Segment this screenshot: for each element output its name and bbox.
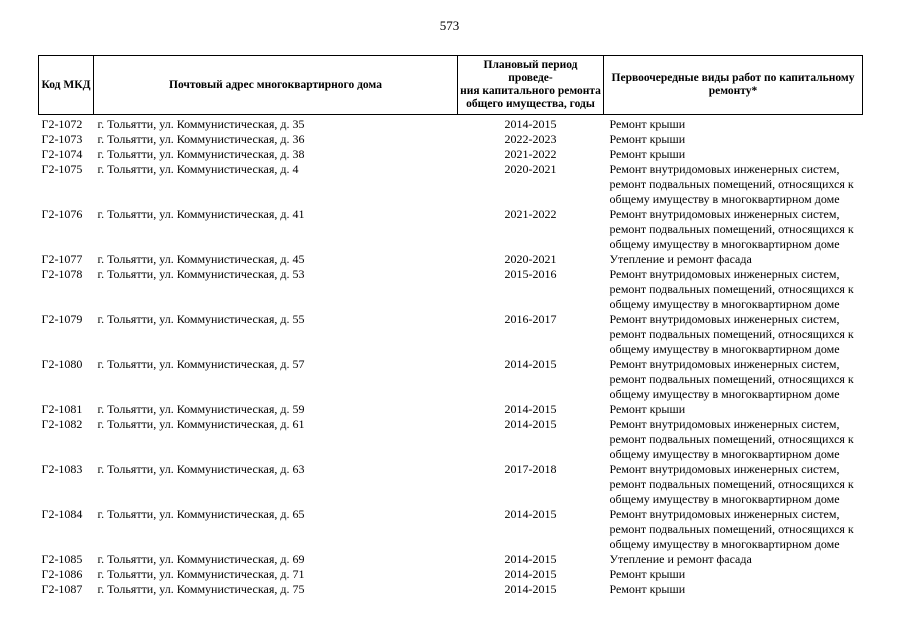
priority-works-cell: Ремонт внутридомовых инженерных систем, ремонт подвальных помещений, относящихся к общему имуществу в многоквартирном доме — [609, 462, 854, 506]
planned-period-cell: 2014-2015 — [504, 417, 557, 431]
mkd-code-cell: Г2-1081 — [41, 402, 83, 416]
priority-works-cell: Ремонт внутридомовых инженерных систем, ремонт подвальных помещений, относящихся к общему имуществу в многоквартирном доме — [609, 357, 854, 401]
table-row — [39, 582, 863, 597]
planned-period-cell: 2014-2015 — [504, 582, 557, 596]
planned-period-cell: 2020-2021 — [504, 162, 557, 176]
priority-works-cell: Утепление и ремонт фасада — [609, 252, 752, 266]
planned-period-cell: 2021-2022 — [504, 147, 557, 161]
column-header-postal-address: Почтовый адрес многоквартирного дома — [94, 56, 458, 115]
postal-address-cell: г. Тольятти, ул. Коммунистическая, д. 55 — [97, 312, 305, 326]
priority-works-cell: Ремонт крыши — [609, 402, 686, 416]
mkd-code-cell: Г2-1085 — [41, 552, 83, 566]
postal-address-cell: г. Тольятти, ул. Коммунистическая, д. 36 — [97, 132, 305, 146]
mkd-code-cell: Г2-1073 — [41, 132, 83, 146]
page-number: 573 — [439, 18, 460, 33]
table-row — [39, 115, 863, 133]
postal-address-cell: г. Тольятти, ул. Коммунистическая, д. 63 — [97, 462, 305, 476]
planned-period-cell: 2014-2015 — [504, 567, 557, 581]
priority-works-cell: Ремонт внутридомовых инженерных систем, ремонт подвальных помещений, относящихся к общему имуществу в многоквартирном доме — [609, 507, 854, 551]
table-row — [39, 567, 863, 582]
priority-works-cell: Ремонт внутридомовых инженерных систем, ремонт подвальных помещений, относящихся к общему имуществу в многоквартирном доме — [609, 207, 854, 251]
postal-address-cell: г. Тольятти, ул. Коммунистическая, д. 69 — [97, 552, 305, 566]
mkd-code-cell: Г2-1075 — [41, 162, 83, 176]
planned-period-cell: 2016-2017 — [504, 312, 557, 326]
mkd-code-cell: Г2-1076 — [41, 207, 83, 221]
planned-period-cell: 2015-2016 — [504, 267, 557, 281]
priority-works-cell: Ремонт внутридомовых инженерных систем, ремонт подвальных помещений, относящихся к общему имуществу в многоквартирном доме — [609, 267, 854, 311]
table-row — [39, 267, 863, 312]
table-row — [39, 207, 863, 252]
planned-period-cell: 2014-2015 — [504, 402, 557, 416]
capital-repair-table — [38, 55, 863, 597]
priority-works-cell: Ремонт крыши — [609, 567, 686, 581]
column-header-mkd-code: Код МКД — [39, 56, 94, 115]
mkd-code-cell: Г2-1084 — [41, 507, 83, 521]
postal-address-cell: г. Тольятти, ул. Коммунистическая, д. 57 — [97, 357, 305, 371]
postal-address-cell: г. Тольятти, ул. Коммунистическая, д. 59 — [97, 402, 305, 416]
table-row — [39, 507, 863, 552]
priority-works-cell: Ремонт внутридомовых инженерных систем, ремонт подвальных помещений, относящихся к общему имуществу в многоквартирном доме — [609, 417, 854, 461]
priority-works-cell: Ремонт крыши — [609, 117, 686, 131]
mkd-code-cell: Г2-1082 — [41, 417, 83, 431]
priority-works-cell: Ремонт внутридомовых инженерных систем, ремонт подвальных помещений, относящихся к общему имуществу в многоквартирном доме — [609, 312, 854, 356]
postal-address-cell: г. Тольятти, ул. Коммунистическая, д. 38 — [97, 147, 305, 161]
mkd-code-cell: Г2-1079 — [41, 312, 83, 326]
column-header-priority-works: Первоочередные виды работ по капитальному ремонту* — [604, 56, 863, 115]
mkd-code-cell: Г2-1077 — [41, 252, 83, 266]
table-body — [39, 115, 863, 598]
postal-address-cell: г. Тольятти, ул. Коммунистическая, д. 71 — [97, 567, 305, 581]
table-row — [39, 462, 863, 507]
table-row — [39, 147, 863, 162]
table-row — [39, 162, 863, 207]
table-row — [39, 357, 863, 402]
table-row — [39, 552, 863, 567]
planned-period-cell: 2017-2018 — [504, 462, 557, 476]
postal-address-cell: г. Тольятти, ул. Коммунистическая, д. 45 — [97, 252, 305, 266]
table-row — [39, 132, 863, 147]
mkd-code-cell: Г2-1080 — [41, 357, 83, 371]
table-row — [39, 252, 863, 267]
mkd-code-cell: Г2-1072 — [41, 117, 83, 131]
priority-works-cell: Ремонт внутридомовых инженерных систем, ремонт подвальных помещений, относящихся к общему имуществу в многоквартирном доме — [609, 162, 854, 206]
mkd-code-cell: Г2-1083 — [41, 462, 83, 476]
column-header-planned-period: Плановый период проведе- ния капитального ремонта общего имущества, годы — [458, 56, 604, 115]
postal-address-cell: г. Тольятти, ул. Коммунистическая, д. 75 — [97, 582, 305, 596]
postal-address-cell: г. Тольятти, ул. Коммунистическая, д. 41 — [97, 207, 305, 221]
postal-address-cell: г. Тольятти, ул. Коммунистическая, д. 4 — [97, 162, 299, 176]
table-header-row — [39, 56, 863, 115]
priority-works-cell: Ремонт крыши — [609, 132, 686, 146]
postal-address-cell: г. Тольятти, ул. Коммунистическая, д. 53 — [97, 267, 305, 281]
planned-period-cell: 2014-2015 — [504, 357, 557, 371]
table-header — [39, 56, 863, 115]
planned-period-cell: 2022-2023 — [504, 132, 557, 146]
planned-period-cell: 2014-2015 — [504, 117, 557, 131]
postal-address-cell: г. Тольятти, ул. Коммунистическая, д. 65 — [97, 507, 305, 521]
mkd-code-cell: Г2-1078 — [41, 267, 83, 281]
mkd-code-cell: Г2-1086 — [41, 567, 83, 581]
priority-works-cell: Ремонт крыши — [609, 147, 686, 161]
mkd-code-cell: Г2-1074 — [41, 147, 83, 161]
planned-period-cell: 2014-2015 — [504, 552, 557, 566]
planned-period-cell: 2021-2022 — [504, 207, 557, 221]
table-row — [39, 417, 863, 462]
planned-period-cell: 2014-2015 — [504, 507, 557, 521]
mkd-code-cell: Г2-1087 — [41, 582, 83, 596]
postal-address-cell: г. Тольятти, ул. Коммунистическая, д. 61 — [97, 417, 305, 431]
table-row — [39, 312, 863, 357]
priority-works-cell: Утепление и ремонт фасада — [609, 552, 752, 566]
postal-address-cell: г. Тольятти, ул. Коммунистическая, д. 35 — [97, 117, 305, 131]
priority-works-cell: Ремонт крыши — [609, 582, 686, 596]
table-row — [39, 402, 863, 417]
planned-period-cell: 2020-2021 — [504, 252, 557, 266]
